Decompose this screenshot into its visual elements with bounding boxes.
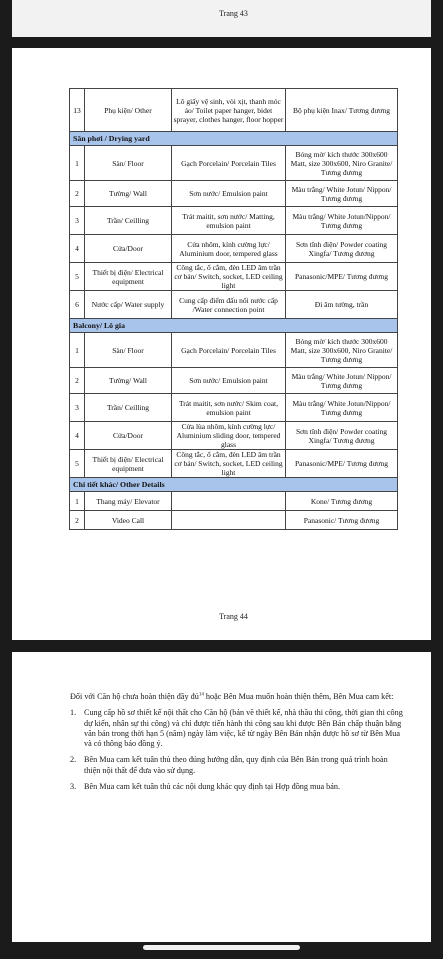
cell-item: Thiết bị điện/ Electrical equipment	[85, 263, 172, 291]
cell-item: Thiết bị điện/ Electrical equipment	[85, 450, 172, 478]
section-header	[70, 319, 398, 333]
cell-brand: Panasonic/ Tương đương	[286, 511, 398, 530]
cell-item: Sàn/ Floor	[85, 146, 172, 181]
commitment-text	[70, 692, 404, 798]
cell-material: Cửa lùa nhôm, kính cường lực/ Aluminium sliding door, tempered glass	[172, 422, 286, 450]
cell-brand: Bộ phụ kiện Inax/ Tương đương	[286, 89, 398, 132]
cell-brand: Đi âm tường, trần	[286, 291, 398, 319]
cell-no: 3	[70, 394, 85, 422]
table-row	[70, 368, 398, 394]
cell-material: Cung cấp điểm đấu nối nước cấp /Water connection point	[172, 291, 286, 319]
cell-brand: Màu trắng/ White Jotun/ Nippon/ Tương đương	[286, 368, 398, 394]
cell-material: Cửa nhôm, kính cường lực/ Aluminium door, tempered glass	[172, 235, 286, 263]
cell-no: 5	[70, 450, 85, 478]
table-row	[70, 511, 398, 530]
cell-brand: Panasonic/MPE/ Tương đương	[286, 450, 398, 478]
section-title: Balcony/ Lô gia	[70, 319, 398, 333]
commitment-list	[70, 708, 404, 792]
cell-no: 1	[70, 146, 85, 181]
cell-brand: Sơn tĩnh điện/ Powder coating Xingfa/ Tương đương	[286, 422, 398, 450]
table-row	[70, 89, 398, 132]
cell-item: Video Call	[85, 511, 172, 530]
section-header	[70, 478, 398, 492]
specification-table	[69, 88, 398, 530]
cell-item: Trần/ Ceilling	[85, 207, 172, 235]
page-number: Trang 43	[219, 9, 248, 18]
cell-item: Tường/ Wall	[85, 368, 172, 394]
cell-material: Công tắc, ổ cắm, đèn LED âm trần cơ bản/ Switch, socket, LED ceiling light	[172, 263, 286, 291]
cell-item: Nước cấp/ Water supply	[85, 291, 172, 319]
page-43-footer	[12, 0, 431, 37]
table-row	[70, 333, 398, 368]
cell-brand: Bóng mờ/ kích thước 300x600 Matt, size 300x600, Niro Granite/ Tương đương	[286, 333, 398, 368]
cell-item: Sàn/ Floor	[85, 333, 172, 368]
page-44	[12, 48, 431, 640]
cell-no: 6	[70, 291, 85, 319]
cell-item: Thang máy/ Elevator	[85, 492, 172, 511]
page-number: Trang 44	[219, 612, 248, 621]
cell-no: 1	[70, 492, 85, 511]
cell-no: 13	[70, 89, 85, 132]
table-row	[70, 450, 398, 478]
table-row	[70, 291, 398, 319]
table-row	[70, 263, 398, 291]
cell-item: Tường/ Wall	[85, 181, 172, 207]
cell-no: 4	[70, 422, 85, 450]
cell-material: Trát maitit, sơn nước/ Matting, emulsion paint	[172, 207, 286, 235]
table-row	[70, 235, 398, 263]
cell-no: 5	[70, 263, 85, 291]
cell-item: Trần/ Ceilling	[85, 394, 172, 422]
table-row	[70, 207, 398, 235]
cell-brand: Bóng mờ/ kích thước 300x600 Matt, size 300x600, Niro Granite/ Tương đương	[286, 146, 398, 181]
cell-item: Cửa/Door	[85, 235, 172, 263]
cell-material: Lô giấy vệ sinh, vòi xịt, thanh móc áo/ Toilet paper hanger, bidet sprayer, clothes hanger, floor hopper	[172, 89, 286, 132]
cell-no: 2	[70, 368, 85, 394]
cell-material: Gạch Porcelain/ Porcelain Tiles	[172, 146, 286, 181]
section-title: Sân phơi / Drying yard	[70, 132, 398, 146]
cell-material: Sơn nước/ Emulsion paint	[172, 368, 286, 394]
cell-item: Cửa/Door	[85, 422, 172, 450]
cell-no: 4	[70, 235, 85, 263]
table-row	[70, 492, 398, 511]
cell-item: Phụ kiện/ Other	[85, 89, 172, 132]
cell-brand: Kone/ Tương đương	[286, 492, 398, 511]
cell-brand: Màu trắng/ White Jotun/ Nippon/ Tương đương	[286, 181, 398, 207]
cell-no: 1	[70, 333, 85, 368]
section-title: Chi tiết khác/ Other Details	[70, 478, 398, 492]
list-item: 1. Cung cấp hồ sơ thiết kế nội thất cho Căn hộ (bản vẽ thiết kế, nhà thầu thi công, thời gian thi công dự kiến, nhân sự thi công) và chỉ được tiến hành thi công sau khi được Bên Bán chấp thuận bằng văn bản trong thời hạn 5 (năm) ngày làm việc, kể từ ngày Bên Bán nhận được hồ sơ từ Bên Mua và có thông báo đồng ý.	[70, 708, 403, 748]
cell-brand: Panasonic/MPE/ Tương đương	[286, 263, 398, 291]
intro-paragraph: Đối với Căn hộ chưa hoàn thiện đầy đủ$^{14}$ hoặc Bên Mua muốn hoàn thiện thêm, Bên Mua cam kết:	[70, 692, 394, 701]
cell-brand: Sơn tĩnh điện/ Powder coating Xingfa/ Tương đương	[286, 235, 398, 263]
cell-material	[172, 511, 286, 530]
table-row	[70, 181, 398, 207]
table-row	[70, 394, 398, 422]
cell-material: Công tắc, ổ cắm, đèn LED âm trần cơ bản/ Switch, socket, LED ceiling light	[172, 450, 286, 478]
list-item: 3. Bên Mua cam kết tuân thủ các nội dung khác quy định tại Hợp đồng mua bán.	[70, 781, 341, 791]
cell-material: Gạch Porcelain/ Porcelain Tiles	[172, 333, 286, 368]
cell-material	[172, 492, 286, 511]
cell-no: 3	[70, 207, 85, 235]
home-indicator[interactable]	[143, 945, 300, 950]
footnote-ref: 14	[198, 692, 204, 698]
cell-brand: Màu trắng/ White Jotun/Nippon/ Tương đương	[286, 394, 398, 422]
cell-material: Sơn nước/ Emulsion paint	[172, 181, 286, 207]
cell-brand: Màu trắng/ White Jotun/Nippon/ Tương đương	[286, 207, 398, 235]
page-45	[12, 652, 431, 942]
cell-no: 2	[70, 511, 85, 530]
cell-no: 2	[70, 181, 85, 207]
table-row	[70, 146, 398, 181]
table-row	[70, 422, 398, 450]
section-header	[70, 132, 398, 146]
list-item: 2. Bên Mua cam kết tuân thủ theo đúng hướng dẫn, quy định của Bên Bán trong quá trình hoàn thiện nội thất để đưa vào sử dụng.	[70, 755, 388, 775]
cell-material: Trát maitit, sơn nước/ Skim coat, emulsion paint	[172, 394, 286, 422]
